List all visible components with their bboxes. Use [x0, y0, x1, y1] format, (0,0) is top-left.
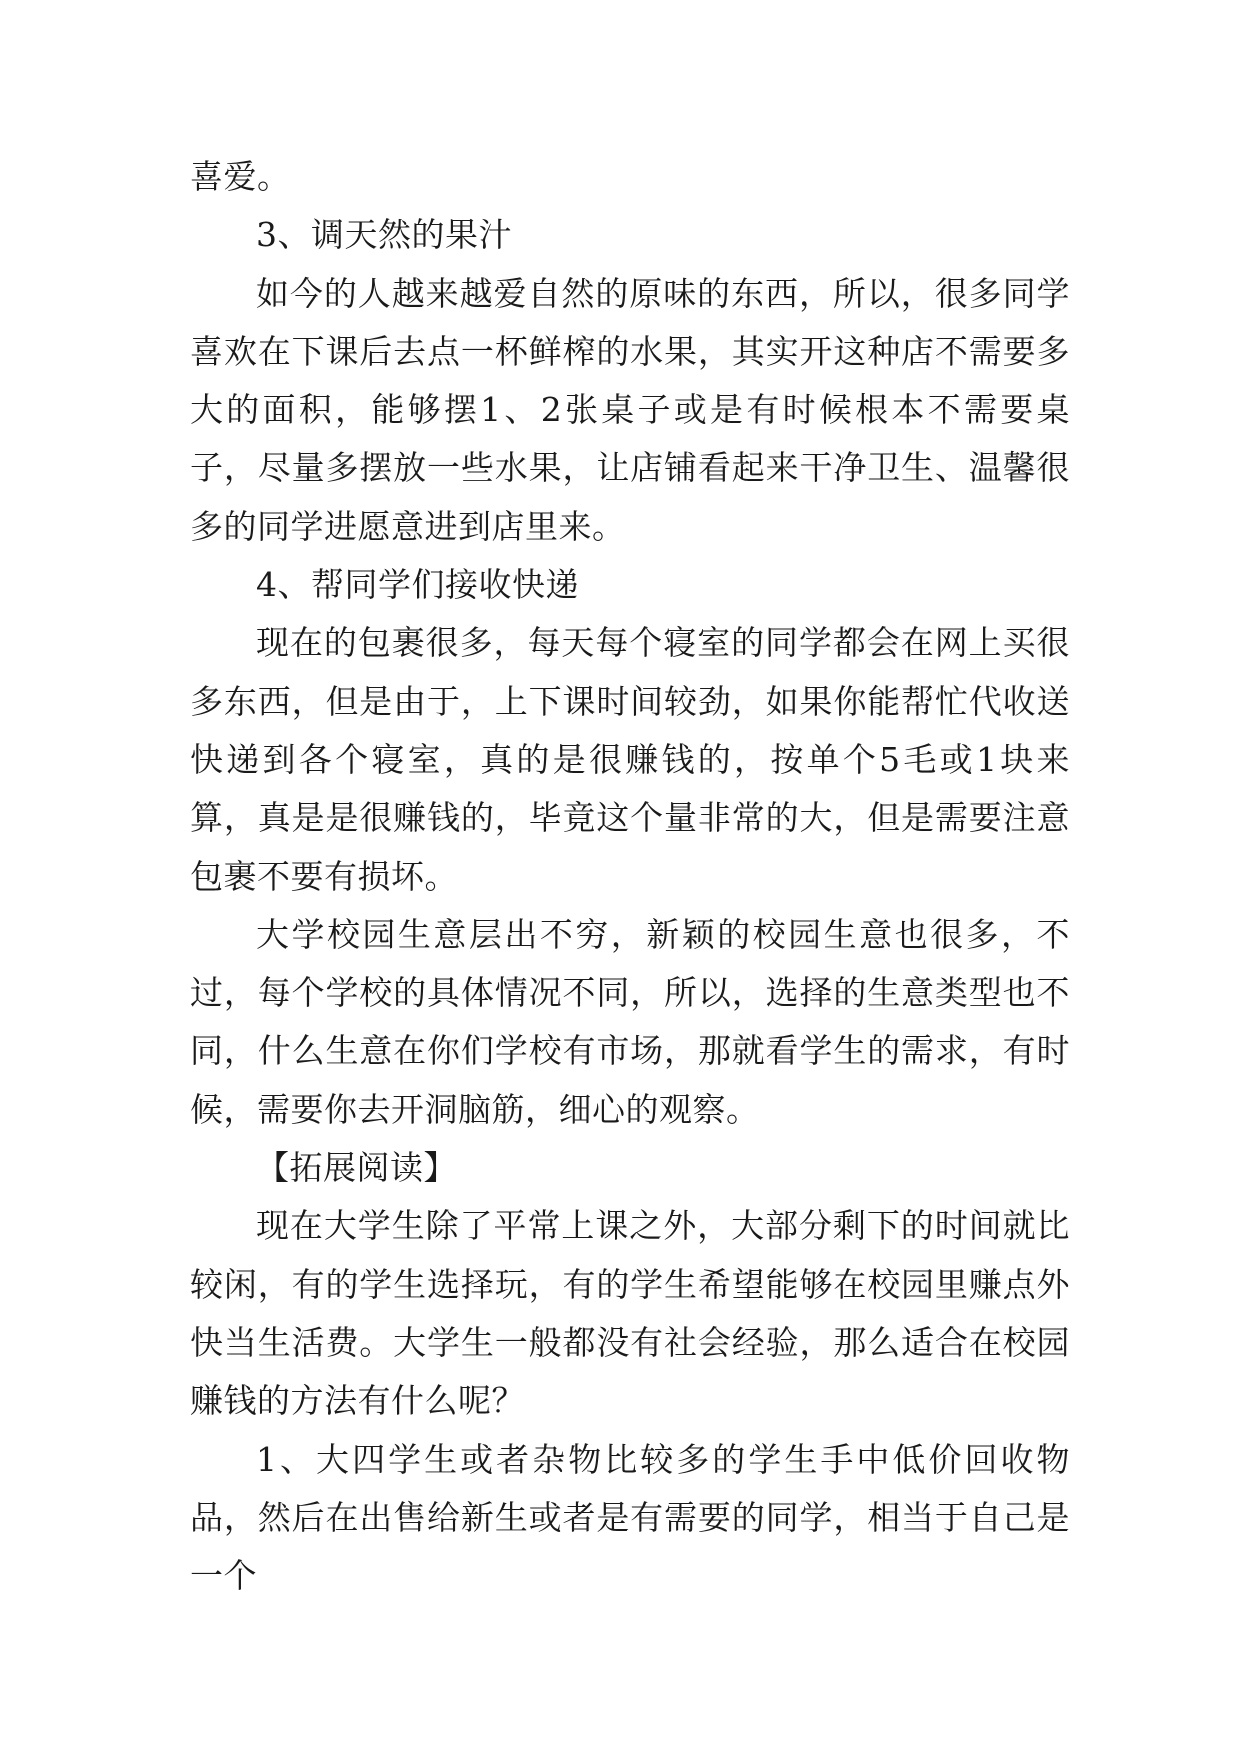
paragraph-summary: 大学校园生意层出不穷，新颖的校园生意也很多，不过，每个学校的具体情况不同，所以，选择的生意类型也不同，什么生意在你们学校有市场，那就看学生的需求，有时候，需要你去开洞脑筋，细心的观察。: [190, 914, 1070, 1129]
heading-extended-reading: 【拓展阅读】: [256, 1148, 457, 1188]
heading-item-4: 4、帮同学们接收快递: [256, 565, 579, 605]
paragraph-fruit-juice: 如今的人越来越爱自然的原味的东西，所以，很多同学喜欢在下课后去点一杯鲜榨的水果，其实开这种店不需要多大的面积，能够摆1、2张桌子或是有时候根本不需要桌子，尽量多摆放一些水果，让店铺看起来干净卫生、温馨很多的同学进愿意进到店里来。: [190, 273, 1070, 546]
paragraph-express-delivery: 现在的包裹很多，每天每个寝室的同学都会在网上买很多东西，但是由于，上下课时间较劲，如果你能帮忙代收送快递到各个寝室，真的是很赚钱的，按单个5毛或1块来算，真是是很赚钱的，毕竟这个量非常的大，但是需要注意包裹不要有损坏。: [190, 623, 1070, 896]
paragraph-extended-intro: 现在大学生除了平常上课之外，大部分剩下的时间就比较闲，有的学生选择玩，有的学生希望能够在校园里赚点外快当生活费。大学生一般都没有社会经验，那么适合在校园赚钱的方法有什么呢？: [190, 1206, 1070, 1421]
heading-item-3: 3、调天然的果汁: [256, 215, 512, 255]
paragraph-item-1: 1、大四学生或者杂物比较多的学生手中低价回收物品，然后在出售给新生或者是有需要的同学，相当于自己是一个: [190, 1439, 1070, 1596]
paragraph-continuation: 喜爱。: [190, 157, 291, 196]
document-body: [190, 148, 1070, 1605]
